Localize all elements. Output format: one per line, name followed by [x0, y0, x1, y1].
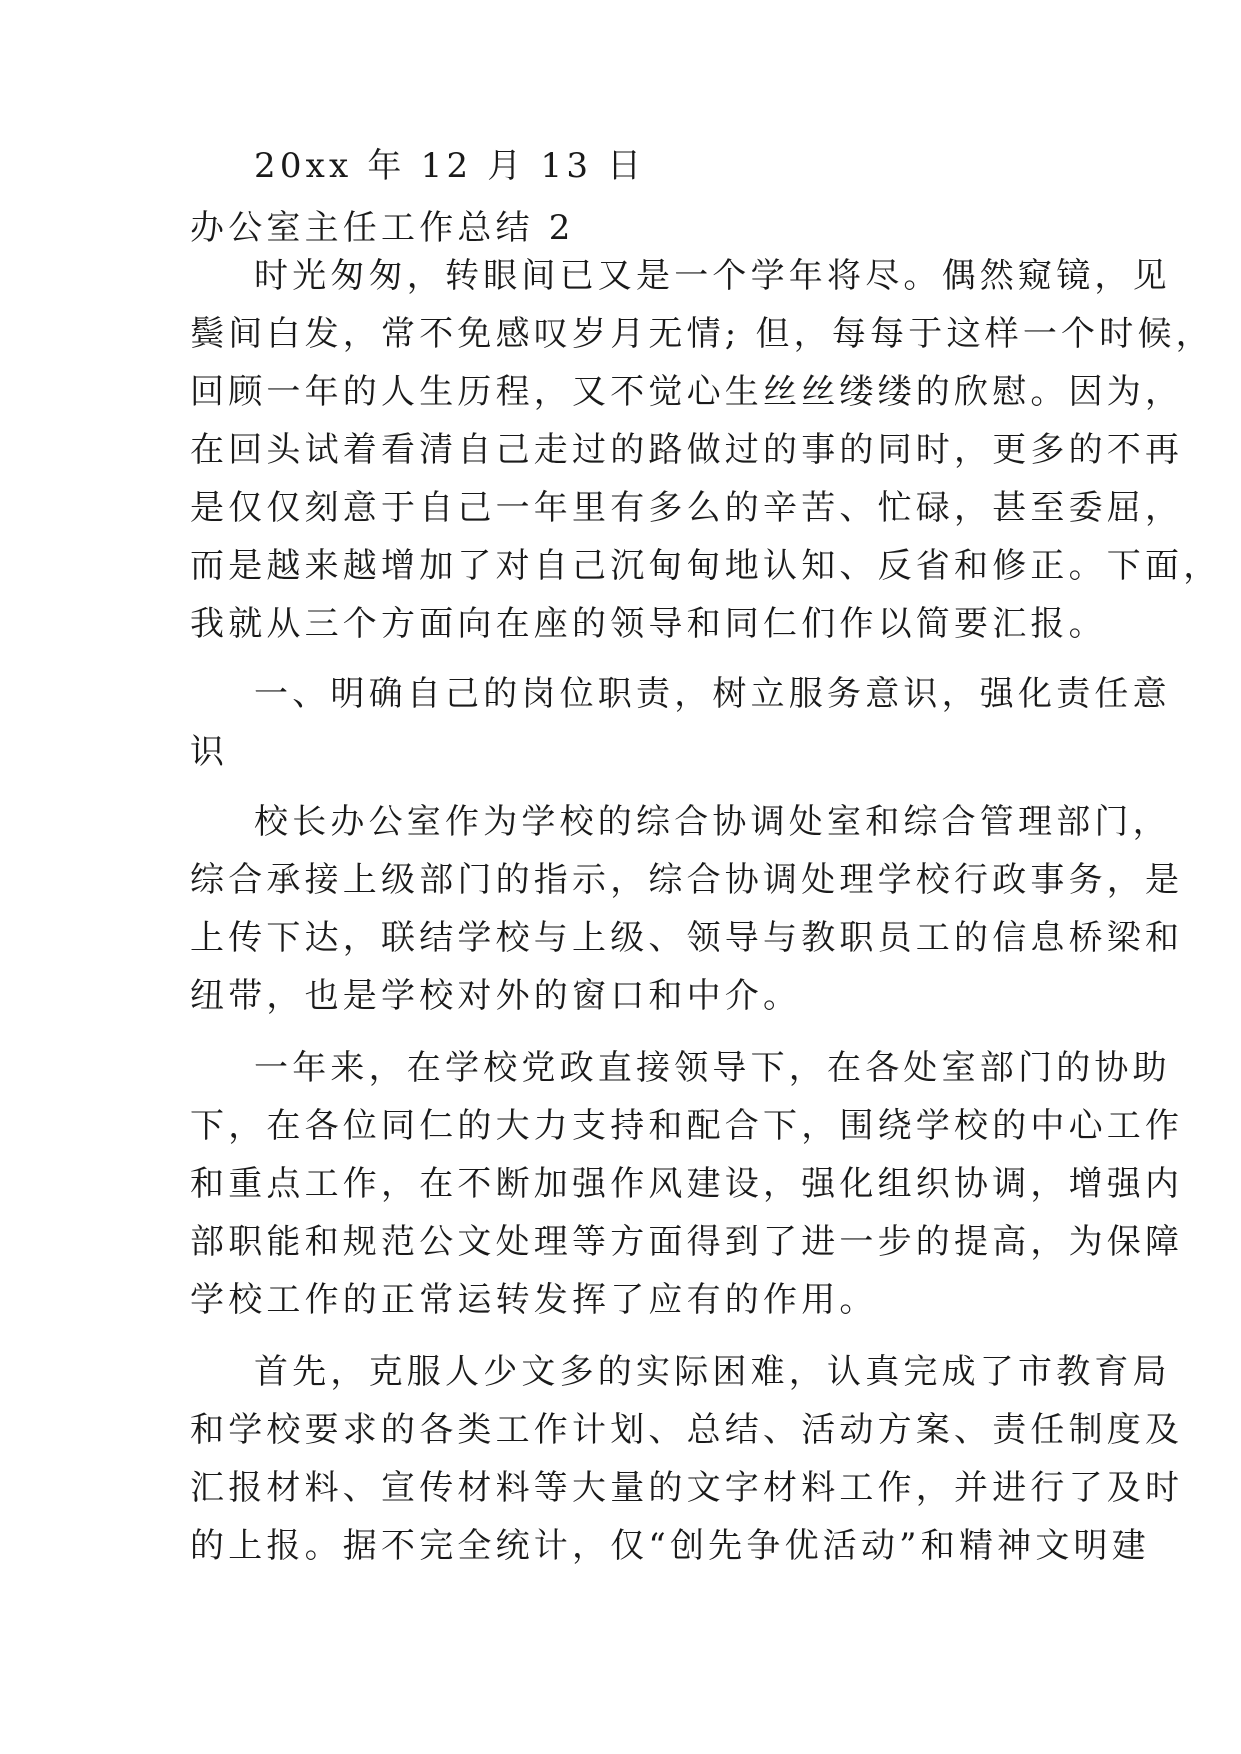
paragraph-line: 在回头试着看清自己走过的路做过的事的同时，更多的不再: [190, 430, 1184, 470]
paragraph-line: 和重点工作，在不断加强作风建设，强化组织协调，增强内: [190, 1164, 1184, 1204]
paragraph-line: 鬓间白发，常不免感叹岁月无情; 但，每每于这样一个时候，: [190, 314, 1214, 354]
paragraph-line: 一年来，在学校党政直接领导下，在各处室部门的协助: [254, 1048, 1171, 1088]
paragraph-line: 下，在各位同仁的大力支持和配合下，围绕学校的中心工作: [190, 1106, 1184, 1146]
paragraph-line: 纽带，也是学校对外的窗口和中介。: [190, 976, 802, 1016]
paragraph-line: 首先，克服人少文多的实际困难，认真完成了市教育局: [254, 1352, 1171, 1392]
paragraph-line: 学校工作的正常运转发挥了应有的作用。: [190, 1280, 878, 1320]
paragraph-line: 部职能和规范公文处理等方面得到了进一步的提高，为保障: [190, 1222, 1184, 1262]
paragraph-line: 时光匆匆，转眼间已又是一个学年将尽。偶然窥镜，见: [254, 256, 1171, 296]
paragraph-line: 回顾一年的人生历程，又不觉心生丝丝缕缕的欣慰。因为，: [190, 372, 1184, 412]
paragraph-line: 汇报材料、宣传材料等大量的文字材料工作，并进行了及时: [190, 1468, 1184, 1508]
paragraph-line: 校长办公室作为学校的综合协调处室和综合管理部门，: [254, 802, 1171, 842]
paragraph-line: 而是越来越增加了对自己沉甸甸地认知、反省和修正。下面，: [190, 546, 1222, 586]
paragraph-line: 上传下达，联结学校与上级、领导与教职员工的信息桥梁和: [190, 918, 1184, 958]
paragraph-line: 的上报。据不完全统计，仅“创先争优活动”和精神文明建: [190, 1526, 1150, 1566]
document-title: 办公室主任工作总结 2: [190, 208, 575, 248]
section-heading-line: 识: [190, 732, 229, 772]
section-heading-line: 一、明确自己的岗位职责，树立服务意识，强化责任意: [254, 674, 1171, 714]
paragraph-line: 是仅仅刻意于自己一年里有多么的辛苦、忙碌，甚至委屈，: [190, 488, 1184, 528]
paragraph-line: 和学校要求的各类工作计划、总结、活动方案、责任制度及: [190, 1410, 1184, 1450]
paragraph-line: 综合承接上级部门的指示，综合协调处理学校行政事务，是: [190, 860, 1184, 900]
date-line: 20xx 年 12 月 13 日: [254, 146, 646, 186]
paragraph-line: 我就从三个方面向在座的领导和同仁们作以简要汇报。: [190, 604, 1107, 644]
